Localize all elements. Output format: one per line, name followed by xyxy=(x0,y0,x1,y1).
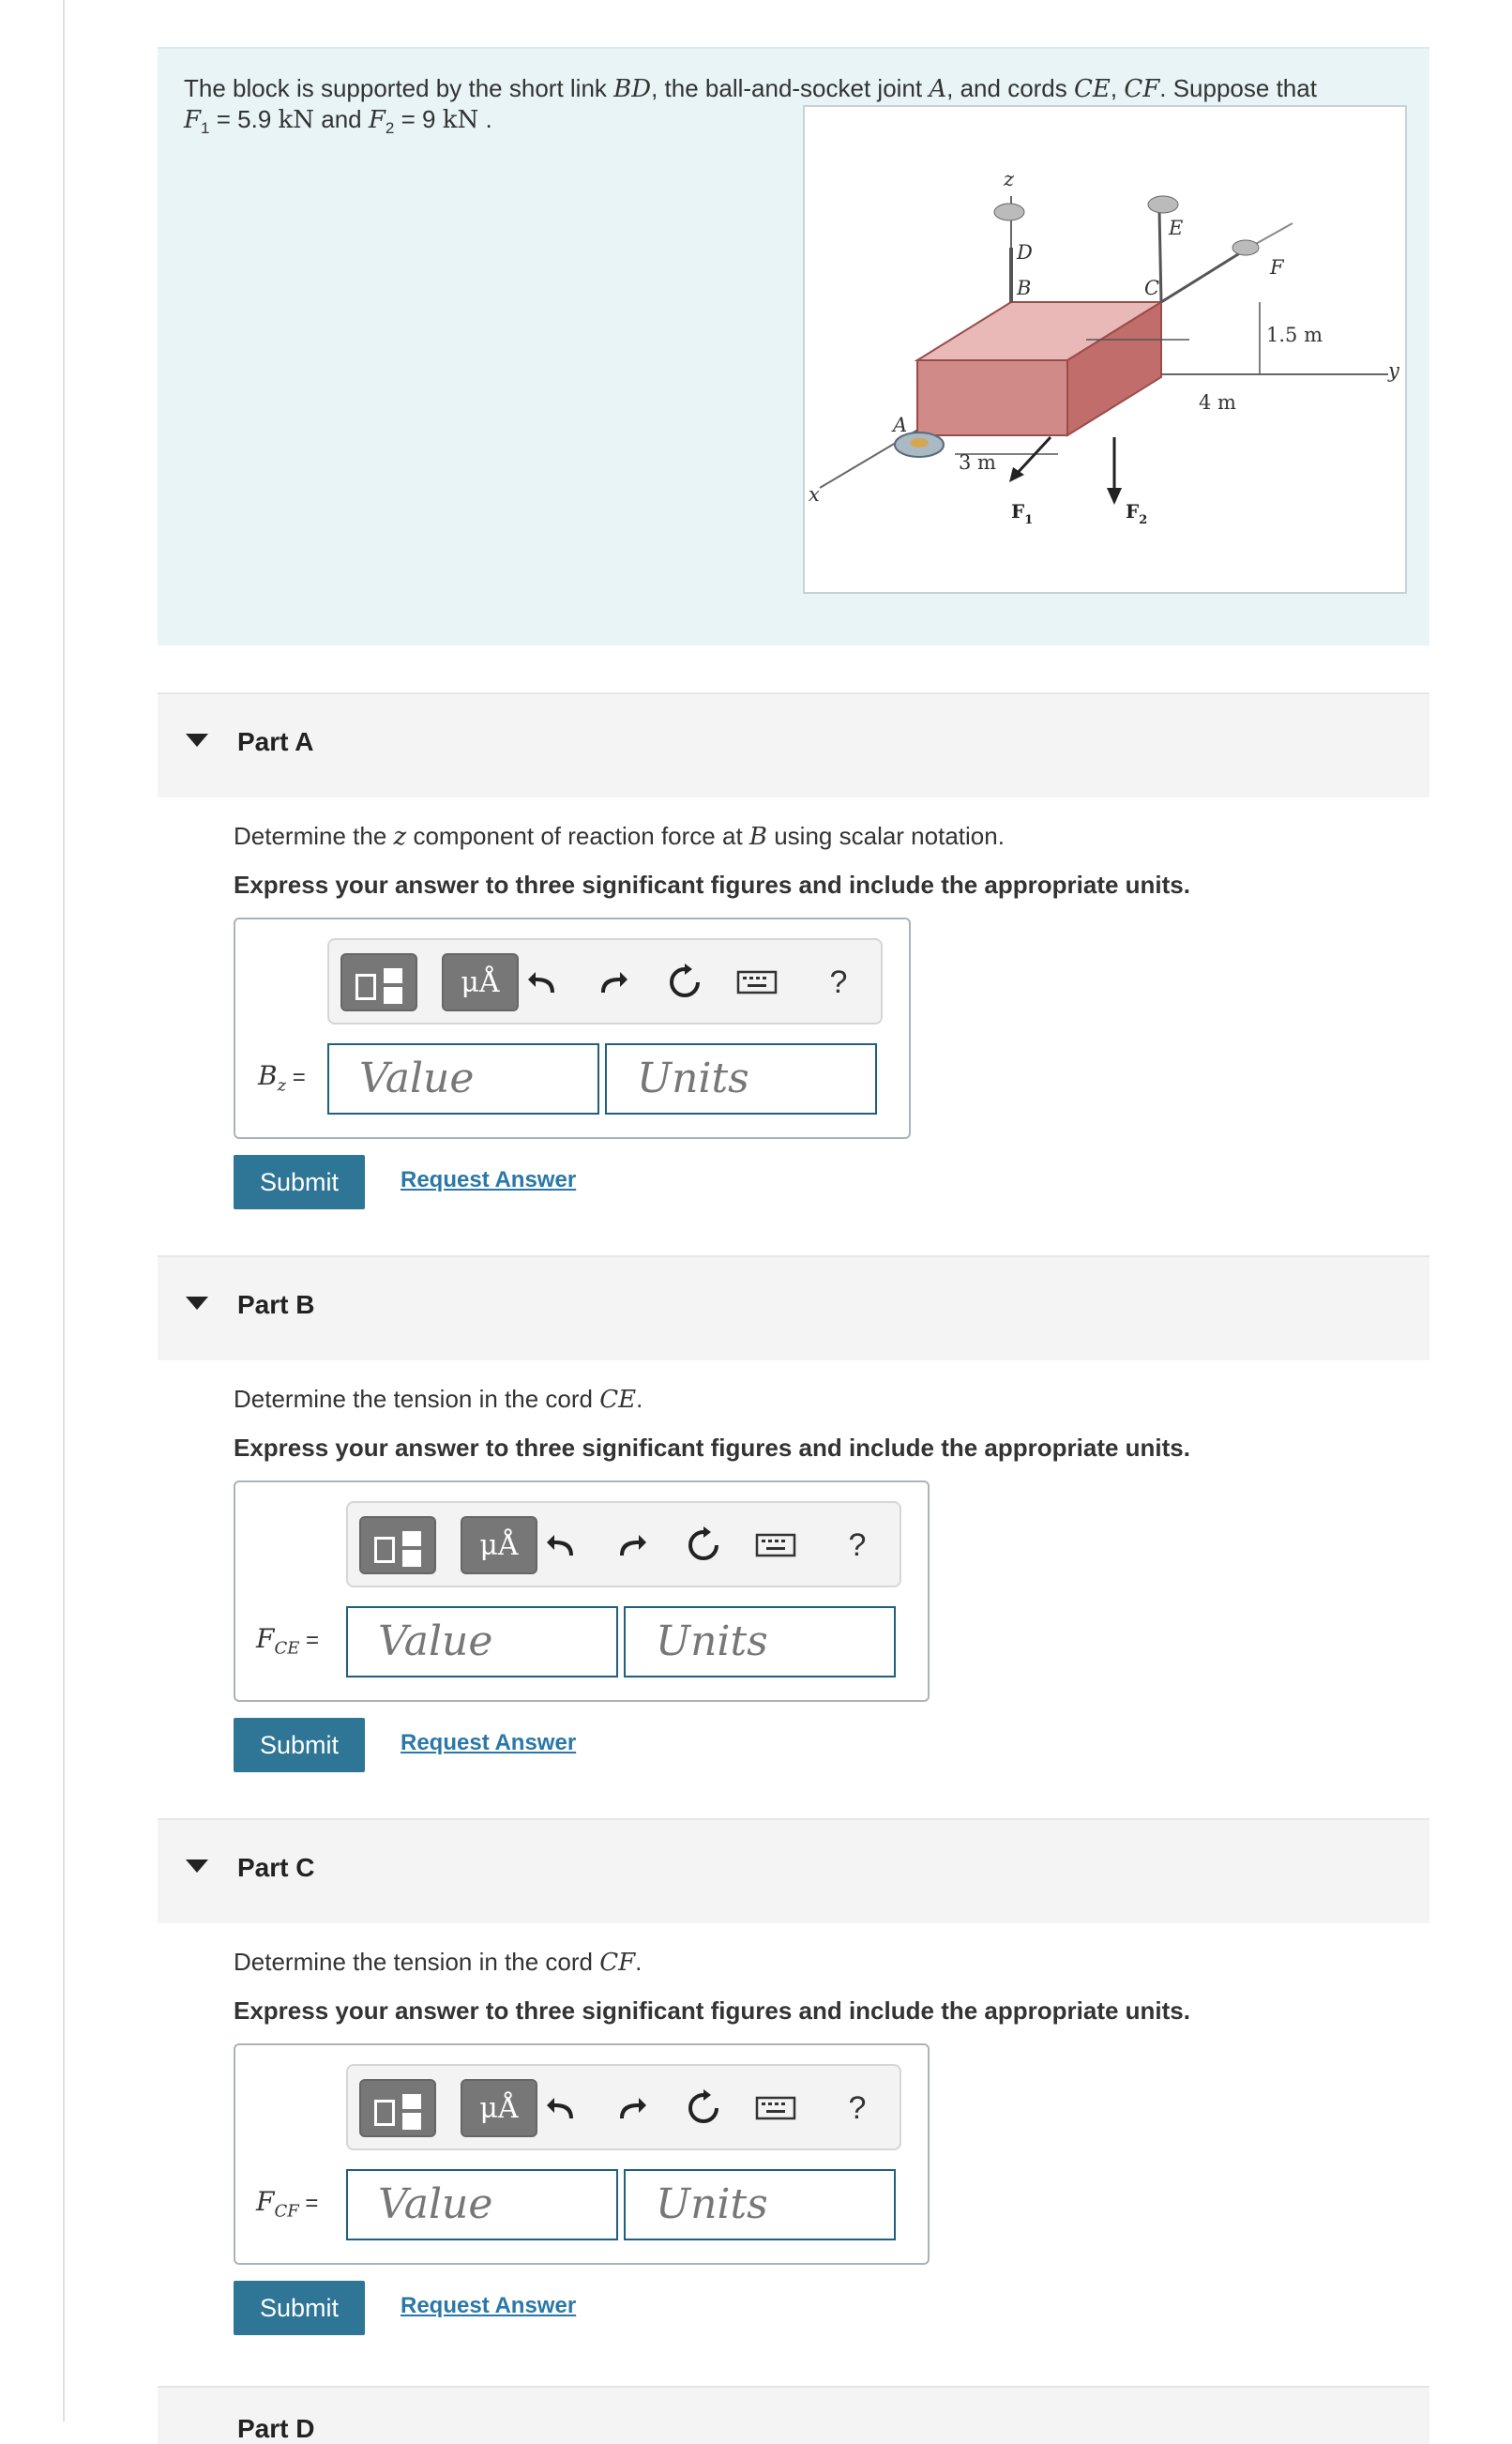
part-c-instruction: Express your answer to three significant figures and include the appropriate units. xyxy=(234,1996,1190,2025)
units-button[interactable]: μÅ xyxy=(461,1516,537,1574)
reset-icon[interactable] xyxy=(682,1524,725,1567)
label-f1: $F_1$ xyxy=(1011,500,1034,527)
label-f2: $F_2$ xyxy=(1126,500,1148,527)
redo-icon[interactable] xyxy=(611,2087,654,2130)
block-front-face xyxy=(917,360,1067,435)
template-icon xyxy=(374,2100,395,2126)
units-button[interactable]: μÅ xyxy=(442,953,519,1011)
part-b-toolbar xyxy=(346,1501,901,1587)
part-c-submit-button[interactable]: Submit xyxy=(234,2281,365,2335)
cord-ce xyxy=(1159,210,1161,302)
label-y: y xyxy=(1388,359,1399,382)
collapse-caret-icon[interactable] xyxy=(186,734,208,747)
reset-icon[interactable] xyxy=(663,961,706,1004)
part-c-header[interactable] xyxy=(158,1818,1429,1923)
part-b-title: Part B xyxy=(237,1290,315,1319)
part-a-variable-label: $B_z$ = xyxy=(258,1060,306,1096)
part-d-title: Part D xyxy=(237,2414,315,2443)
cord-cf xyxy=(1161,250,1246,302)
ball-socket-a-center xyxy=(910,438,929,448)
part-c-value-input[interactable]: Value xyxy=(346,2169,618,2240)
templates-button[interactable] xyxy=(359,2079,436,2137)
collapse-caret-icon[interactable] xyxy=(186,1860,208,1873)
collapse-caret-icon[interactable] xyxy=(186,1297,208,1310)
part-a-instruction: Express your answer to three significant figures and include the appropriate units. xyxy=(234,871,1190,899)
problem-panel xyxy=(158,47,1429,645)
label-e: E xyxy=(1169,217,1184,239)
part-c-question: Determine the tension in the cord CF. xyxy=(234,1948,643,1977)
part-a-header[interactable] xyxy=(158,692,1429,797)
part-a-question: Determine the z component of reaction force at B using scalar notation. xyxy=(234,822,1005,851)
part-a-request-answer-link[interactable]: Request Answer xyxy=(401,1167,577,1192)
part-c-units-input[interactable]: Units xyxy=(624,2169,896,2240)
part-c-title: Part C xyxy=(237,1853,315,1882)
page-left-border xyxy=(63,0,65,2421)
templates-button[interactable] xyxy=(359,1516,436,1574)
part-c-toolbar xyxy=(346,2064,901,2150)
problem-figure xyxy=(803,105,1407,594)
help-button[interactable]: ? xyxy=(848,2089,867,2126)
part-a-value-input[interactable]: Value xyxy=(327,1043,599,1115)
problem-statement: The block is supported by the short link BD, the ball-and-socket joint A, and cords CE, CF. Suppose that $F_1 = 5.9$ kN and $F_2 = 9$ kN . xyxy=(184,74,1317,138)
help-button[interactable]: ? xyxy=(848,1526,867,1563)
part-a-units-input[interactable]: Units xyxy=(605,1043,877,1115)
part-b-submit-button[interactable]: Submit xyxy=(234,1718,365,1772)
help-button[interactable]: ? xyxy=(829,964,848,1000)
label-f: F xyxy=(1270,256,1284,279)
part-b-instruction: Express your answer to three significant figures and include the appropriate units. xyxy=(234,1434,1190,1462)
label-a: A xyxy=(893,414,908,436)
part-c-variable-label: $F_{CF}$ = xyxy=(256,2186,319,2222)
part-c-answer-box xyxy=(234,2043,930,2265)
part-b-units-input[interactable]: Units xyxy=(624,1606,896,1677)
link-d-support xyxy=(994,204,1024,220)
redo-icon[interactable] xyxy=(611,1524,654,1567)
template-icon xyxy=(355,974,376,1000)
part-d-header[interactable] xyxy=(158,2386,1429,2444)
template-icon xyxy=(374,1537,395,1563)
label-4m: 4 m xyxy=(1199,391,1236,414)
redo-icon[interactable] xyxy=(592,961,635,1004)
units-button[interactable]: μÅ xyxy=(461,2079,537,2137)
part-b-question: Determine the tension in the cord CE. xyxy=(234,1385,643,1414)
label-z: z xyxy=(1004,168,1015,190)
block-diagram xyxy=(805,107,1405,592)
part-a-title: Part A xyxy=(237,727,314,756)
label-x: x xyxy=(809,483,820,506)
force-f2-head xyxy=(1107,488,1122,505)
reset-icon[interactable] xyxy=(682,2087,725,2130)
label-d: D xyxy=(1017,241,1033,264)
keyboard-icon[interactable] xyxy=(751,1524,800,1567)
part-b-answer-box xyxy=(234,1480,930,1702)
keyboard-icon[interactable] xyxy=(733,961,781,1004)
support-f xyxy=(1232,240,1259,255)
undo-icon[interactable] xyxy=(539,1524,582,1567)
label-b: B xyxy=(1017,277,1032,299)
part-a-answer-box xyxy=(234,918,911,1139)
part-c-request-answer-link[interactable]: Request Answer xyxy=(401,2293,577,2318)
undo-icon[interactable] xyxy=(539,2087,582,2130)
keyboard-icon[interactable] xyxy=(751,2087,800,2130)
label-c: C xyxy=(1144,277,1160,299)
templates-button[interactable] xyxy=(340,953,417,1011)
label-3m: 3 m xyxy=(959,451,996,474)
support-e xyxy=(1148,196,1178,213)
label-1-5m: 1.5 m xyxy=(1266,324,1323,346)
force-f1-shaft xyxy=(1016,437,1051,475)
part-a-submit-button[interactable]: Submit xyxy=(234,1155,365,1209)
undo-icon[interactable] xyxy=(521,961,564,1004)
part-b-variable-label: $F_{CE}$ = xyxy=(256,1623,320,1659)
part-b-header[interactable] xyxy=(158,1255,1429,1360)
part-b-request-answer-link[interactable]: Request Answer xyxy=(401,1730,577,1755)
part-a-toolbar xyxy=(327,938,883,1025)
part-b-value-input[interactable]: Value xyxy=(346,1606,618,1677)
